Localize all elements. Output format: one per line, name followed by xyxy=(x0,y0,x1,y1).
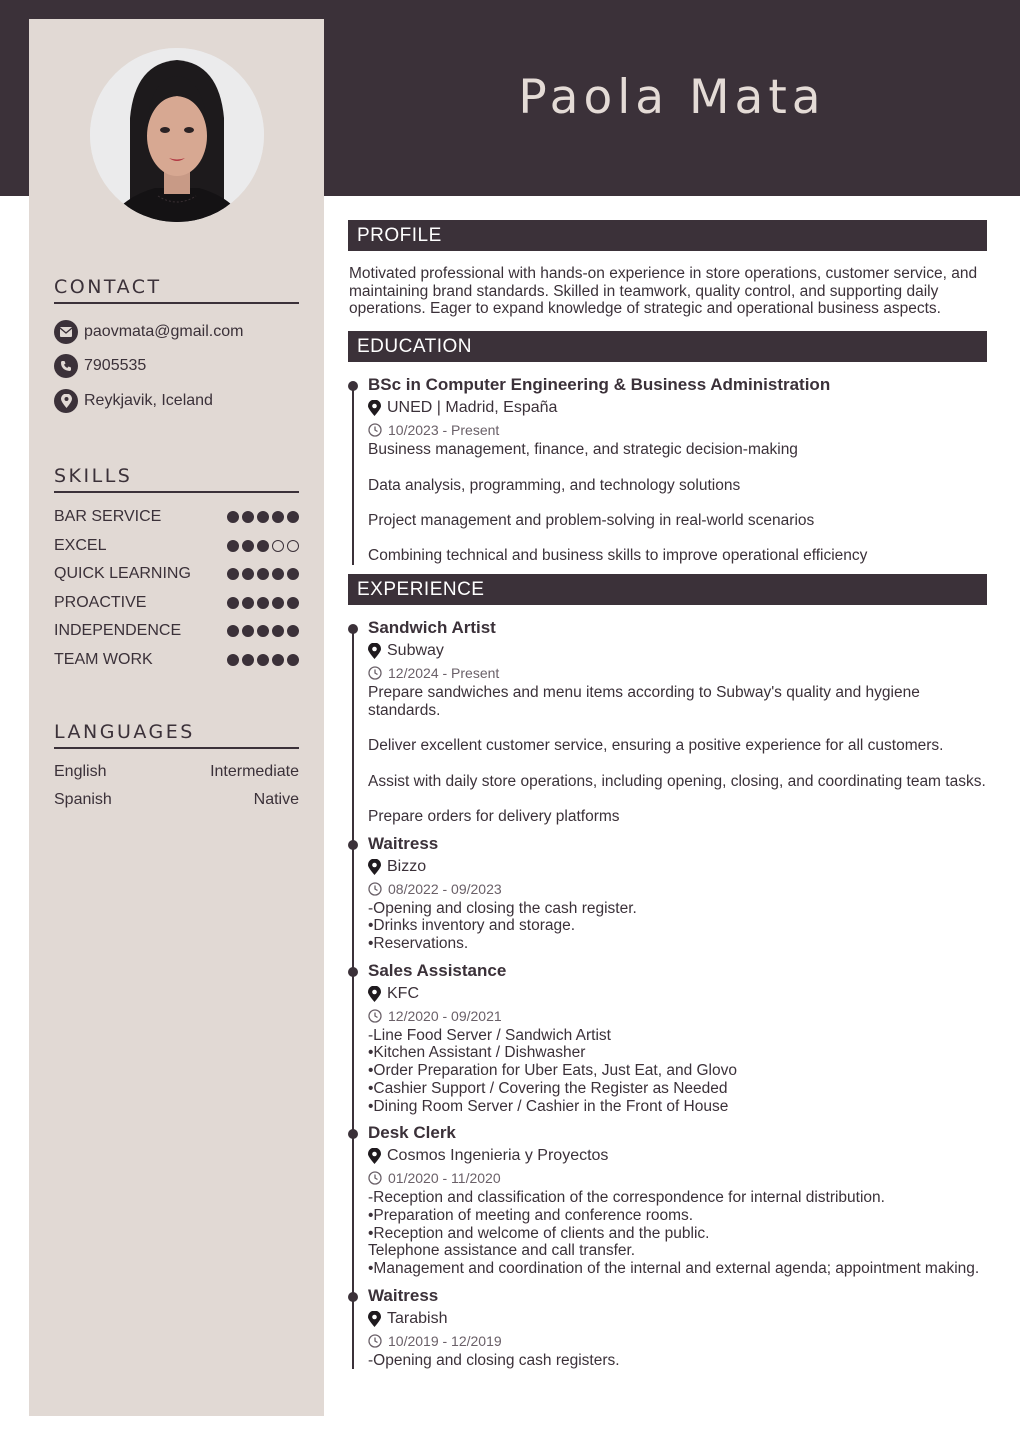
rating-dot-filled xyxy=(257,597,269,609)
language-level: Intermediate xyxy=(210,763,299,780)
rating-dot-filled xyxy=(257,625,269,637)
rating-dot-empty xyxy=(287,540,299,552)
clock-icon xyxy=(368,1334,382,1348)
skill-label: TEAM WORK xyxy=(54,650,153,668)
clock-icon xyxy=(368,882,382,896)
contact-email-text: paovmata@gmail.com xyxy=(84,323,244,340)
entry-date-text: 10/2023 - Present xyxy=(388,422,500,439)
entry-date xyxy=(368,1170,987,1186)
rating-dot-filled xyxy=(227,540,239,552)
envelope-icon xyxy=(54,320,78,344)
rating-dot-filled xyxy=(257,654,269,666)
rating-dot-filled xyxy=(272,654,284,666)
location-pin-icon xyxy=(368,400,381,416)
language-row xyxy=(54,763,299,781)
education-timeline xyxy=(348,362,987,565)
skill-label: PROACTIVE xyxy=(54,593,147,611)
timeline-dot xyxy=(348,381,358,391)
rating-dot-filled xyxy=(242,597,254,609)
skill-rating xyxy=(227,511,299,523)
entry-title: Waitress xyxy=(368,833,439,853)
entry-organization-text: Tarabish xyxy=(387,1309,448,1327)
skill-row xyxy=(54,651,299,669)
contact-location xyxy=(54,389,213,413)
clock-icon xyxy=(368,1171,382,1185)
location-pin-icon xyxy=(368,1148,381,1164)
skill-row xyxy=(54,565,299,583)
entry-organization xyxy=(368,985,987,1003)
skill-label: EXCEL xyxy=(54,536,107,554)
experience-entry xyxy=(348,834,987,953)
language-row xyxy=(54,791,299,809)
entry-organization xyxy=(368,399,987,417)
contact-heading: CONTACT xyxy=(54,276,299,304)
timeline-dot xyxy=(348,967,358,977)
entry-date xyxy=(368,1333,987,1349)
rating-dot-filled xyxy=(272,625,284,637)
entry-date-text: 12/2020 - 09/2021 xyxy=(388,1007,502,1024)
entry-title: Desk Clerk xyxy=(368,1123,456,1143)
skill-rating xyxy=(227,654,299,666)
rating-dot-empty xyxy=(272,540,284,552)
contact-email[interactable] xyxy=(54,320,243,344)
entry-organization xyxy=(368,858,987,876)
entry-date-text: 10/2019 - 12/2019 xyxy=(388,1332,502,1349)
clock-icon xyxy=(368,1009,382,1023)
rating-dot-filled xyxy=(287,597,299,609)
rating-dot-filled xyxy=(227,568,239,580)
entry-organization xyxy=(368,1310,987,1328)
profile-photo-illustration xyxy=(90,48,264,222)
language-level: Native xyxy=(253,791,299,808)
experience-entry xyxy=(348,1123,987,1278)
skill-label: BAR SERVICE xyxy=(54,508,162,525)
timeline-dot xyxy=(348,1129,358,1139)
entry-title: BSc in Computer Engineering & Business Administration xyxy=(368,375,831,395)
candidate-name: Paola Mata xyxy=(518,70,826,125)
rating-dot-filled xyxy=(287,568,299,580)
location-pin-icon xyxy=(368,859,381,875)
entry-organization-text: KFC xyxy=(387,984,419,1002)
phone-icon xyxy=(54,354,78,378)
skill-rating xyxy=(227,568,299,580)
entry-date xyxy=(368,1008,987,1024)
entry-organization-text: Subway xyxy=(387,642,444,660)
experience-heading: EXPERIENCE xyxy=(348,574,987,605)
skill-rating xyxy=(227,625,299,637)
rating-dot-filled xyxy=(227,511,239,523)
timeline-dot xyxy=(348,840,358,850)
contact-phone[interactable] xyxy=(54,354,146,378)
entry-description: -Opening and closing the cash register. •Drinks inventory and storage. •Reservations. xyxy=(368,899,637,953)
entry-description: Prepare sandwiches and menu items according to Subway's quality and hygiene standards. Deliver excellent customer service, ensuring a positive experience for all customers. Assist with daily store operations, including opening, closing, and coordinating team tasks. Prepare orders for delivery platforms xyxy=(368,684,986,825)
skills-heading: SKILLS xyxy=(54,465,299,493)
clock-icon xyxy=(368,423,382,437)
rating-dot-filled xyxy=(242,568,254,580)
rating-dot-filled xyxy=(287,625,299,637)
skill-row xyxy=(54,622,299,640)
rating-dot-filled xyxy=(287,511,299,523)
skill-row xyxy=(54,508,299,526)
rating-dot-filled xyxy=(227,654,239,666)
entry-description: -Reception and classification of the correspondence for internal distribution. •Preparation of meeting and conference rooms. •Reception and welcome of clients and the public. Telephone assistance and call transfer. •Management and coordination of the internal and external agenda; appointment making. xyxy=(368,1189,980,1278)
entry-date-text: 01/2020 - 11/2020 xyxy=(388,1170,501,1187)
location-pin-icon xyxy=(54,389,78,413)
skill-rating xyxy=(227,540,299,552)
rating-dot-filled xyxy=(242,540,254,552)
rating-dot-filled xyxy=(272,597,284,609)
rating-dot-filled xyxy=(242,654,254,666)
entry-date xyxy=(368,665,987,681)
location-pin-icon xyxy=(368,643,381,659)
experience-entry xyxy=(348,618,987,826)
entry-title: Waitress xyxy=(368,1285,439,1305)
location-pin-icon xyxy=(368,1311,381,1327)
entry-date xyxy=(368,422,987,438)
entry-description: Business management, finance, and strategic decision-making Data analysis, programming, and technology solutions Project management and problem-solving in real-world scenarios Combining technical and business skills to improve operational efficiency xyxy=(368,441,868,565)
entry-date-text: 12/2024 - Present xyxy=(388,665,500,682)
entry-date xyxy=(368,881,987,897)
location-pin-icon xyxy=(368,986,381,1002)
skill-label: QUICK LEARNING xyxy=(54,565,191,582)
experience-entry xyxy=(348,1286,987,1370)
contact-phone-text: 7905535 xyxy=(84,357,147,374)
entry-description: -Opening and closing cash registers. xyxy=(368,1351,620,1369)
skill-row xyxy=(54,537,299,555)
rating-dot-filled xyxy=(242,511,254,523)
entry-title: Sandwich Artist xyxy=(368,618,496,638)
rating-dot-filled xyxy=(242,625,254,637)
skill-label: INDEPENDENCE xyxy=(54,622,182,639)
entry-title: Sales Assistance xyxy=(368,960,507,980)
language-name: Spanish xyxy=(54,791,112,808)
profile-text: Motivated professional with hands-on experience in store operations, customer service, and maintaining brand standards. Skilled in teamwork, quality control, and supporting daily operations. Eager to expand knowledge of strategic and operational business aspects. xyxy=(349,265,978,318)
experience-timeline xyxy=(348,605,987,1369)
rating-dot-filled xyxy=(227,597,239,609)
rating-dot-filled xyxy=(257,511,269,523)
profile-photo xyxy=(90,48,264,222)
language-name: English xyxy=(54,763,107,780)
rating-dot-filled xyxy=(227,625,239,637)
profile-heading: PROFILE xyxy=(348,220,987,251)
skill-row xyxy=(54,594,299,612)
rating-dot-filled xyxy=(287,654,299,666)
entry-organization-text: Bizzo xyxy=(387,857,427,875)
timeline-dot xyxy=(348,1292,358,1302)
rating-dot-filled xyxy=(257,568,269,580)
entry-organization-text: UNED | Madrid, España xyxy=(387,399,558,417)
timeline-dot xyxy=(348,624,358,634)
experience-entry xyxy=(348,961,987,1116)
entry-organization-text: Cosmos Ingenieria y Proyectos xyxy=(387,1147,609,1165)
entry-organization xyxy=(368,1147,987,1165)
entry-date-text: 08/2022 - 09/2023 xyxy=(388,880,502,897)
education-heading: EDUCATION xyxy=(348,331,987,362)
rating-dot-filled xyxy=(257,540,269,552)
languages-heading: LANGUAGES xyxy=(54,721,299,749)
contact-location-text: Reykjavik, Iceland xyxy=(84,392,213,409)
clock-icon xyxy=(368,666,382,680)
entry-organization xyxy=(368,642,987,660)
rating-dot-filled xyxy=(272,568,284,580)
main-content xyxy=(348,220,987,1370)
sidebar xyxy=(29,19,324,1416)
skill-rating xyxy=(227,597,299,609)
rating-dot-filled xyxy=(272,511,284,523)
education-entry xyxy=(348,375,987,565)
entry-description: -Line Food Server / Sandwich Artist •Kitchen Assistant / Dishwasher •Order Preparation for Uber Eats, Just Eat, and Glovo •Cashier Support / Covering the Register as Needed •Dining Room Server / Cashier in the Front of House xyxy=(368,1026,737,1115)
